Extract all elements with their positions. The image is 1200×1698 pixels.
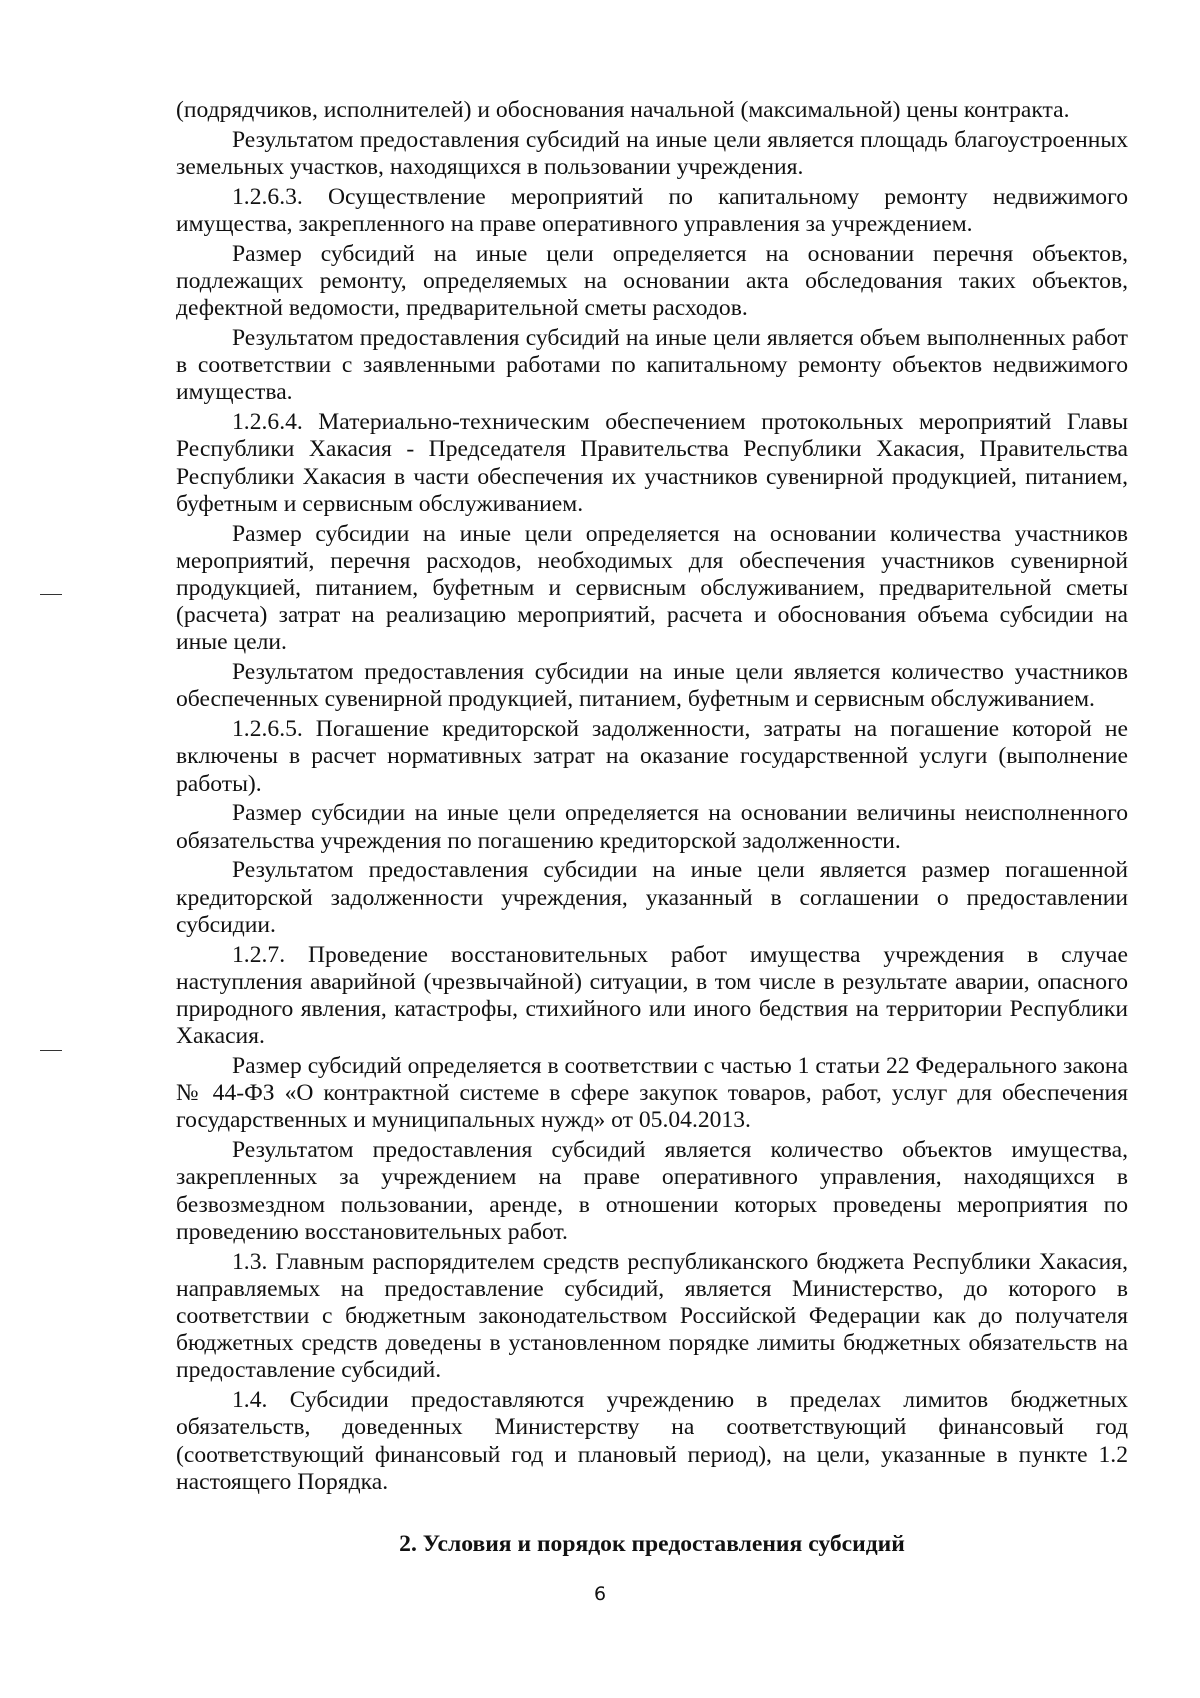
paragraph-clause-1-2-6-4: 1.2.6.4. Материально-техническим обеспечением протокольных мероприятий Главы Республики Хакасия - Председателя Правительства Республики Хакасия, Правительства Республики Хакасия в части обеспечения их участников сувенирной продукцией, питанием, буфетным и сервисным обслуживанием. (176, 409, 1128, 517)
paragraph-clause-1-3: 1.3. Главным распорядителем средств республиканского бюджета Республики Хакасия, направляемых на предоставление субсидий, является Министерство, до которого в соответствии с бюджетным законодательством Российской Федерации как до получателя бюджетных средств доведены в установленном порядке лимиты бюджетных обязательств на предоставление субсидий. (176, 1248, 1128, 1384)
paragraph-continuation: (подрядчиков, исполнителей) и обоснования начальной (максимальной) цены контракта. (176, 97, 1070, 123)
paragraph: Результатом предоставления субсидии на иные цели является размер погашенной кредиторской задолженности учреждения, указанный в соглашении о предоставлении субсидии. (176, 857, 1128, 938)
scan-artifact-mark (40, 1050, 62, 1051)
paragraph: Размер субсидий определяется в соответствии с частью 1 статьи 22 Федерального закона № 44-ФЗ «О контрактной системе в сфере закупок товаров, работ, услуг для обеспечения государственных и муниципальных нужд» от 05.04.2013. (176, 1053, 1128, 1134)
paragraph: Результатом предоставления субсидий на иные цели является площадь благоустроенных земельных участков, находящихся в пользовании учреждения. (176, 126, 1128, 180)
paragraph-clause-1-2-7: 1.2.7. Проведение восстановительных работ имущества учреждения в случае наступления аварийной (чрезвычайной) ситуации, в том числе в результате аварии, опасного природного явления, катастрофы, стихийного или иного бедствия на территории Республики Хакасия. (176, 941, 1128, 1050)
paragraph: Результатом предоставления субсидий на иные цели является объем выполненных работ в соответствии с заявленными работами по капитальному ремонту объектов недвижимого имущества. (176, 325, 1128, 406)
section-heading: 2. Условия и порядок предоставления субсидий (399, 1531, 905, 1557)
paragraph: Размер субсидий на иные цели определяется на основании перечня объектов, подлежащих ремонту, определяемых на основании акта обследования таких объектов, дефектной ведомости, предварительной сметы расходов. (176, 240, 1128, 322)
page-number: 6 (593, 1583, 607, 1605)
paragraph-clause-1-4: 1.4. Субсидии предоставляются учреждению в пределах лимитов бюджетных обязательств, доведенных Министерству на соответствующий финансовый год (соответствующий финансовый год и плановый период), на цели, указанные в пункте 1.2 настоящего Порядка. (176, 1387, 1128, 1495)
paragraph-clause-1-2-6-5: 1.2.6.5. Погашение кредиторской задолженности, затраты на погашение которой не включены в расчет нормативных затрат на оказание государственной услуги (выполнение работы). (176, 716, 1128, 797)
paragraph: Размер субсидии на иные цели определяется на основании количества участников мероприятий, перечня расходов, необходимых для обеспечения участников сувенирной продукцией, питанием, буфетным и сервисным обслуживанием, предварительной сметы (расчета) затрат на реализацию мероприятий, расчета и обоснования объема субсидии на иные цели. (176, 520, 1128, 656)
paragraph: Размер субсидии на иные цели определяется на основании величины неисполненного обязательства учреждения по погашению кредиторской задолженности. (176, 800, 1128, 854)
body-text (176, 97, 1128, 1496)
paragraph-clause-1-2-6-3: 1.2.6.3. Осуществление мероприятий по капитальному ремонту недвижимого имущества, закрепленного на праве оперативного управления за учреждением. (176, 183, 1128, 237)
scan-artifact-mark (40, 594, 62, 595)
paragraph: Результатом предоставления субсидии на иные цели является количество участников обеспеченных сувенирной продукцией, питанием, буфетным и сервисным обслуживанием. (176, 659, 1128, 713)
paragraph: Результатом предоставления субсидий является количество объектов имущества, закрепленных за учреждением на праве оперативного управления, находящихся в безвозмездном пользовании, аренде, в отношении которых проведены мероприятия по проведению восстановительных работ. (176, 1137, 1128, 1245)
